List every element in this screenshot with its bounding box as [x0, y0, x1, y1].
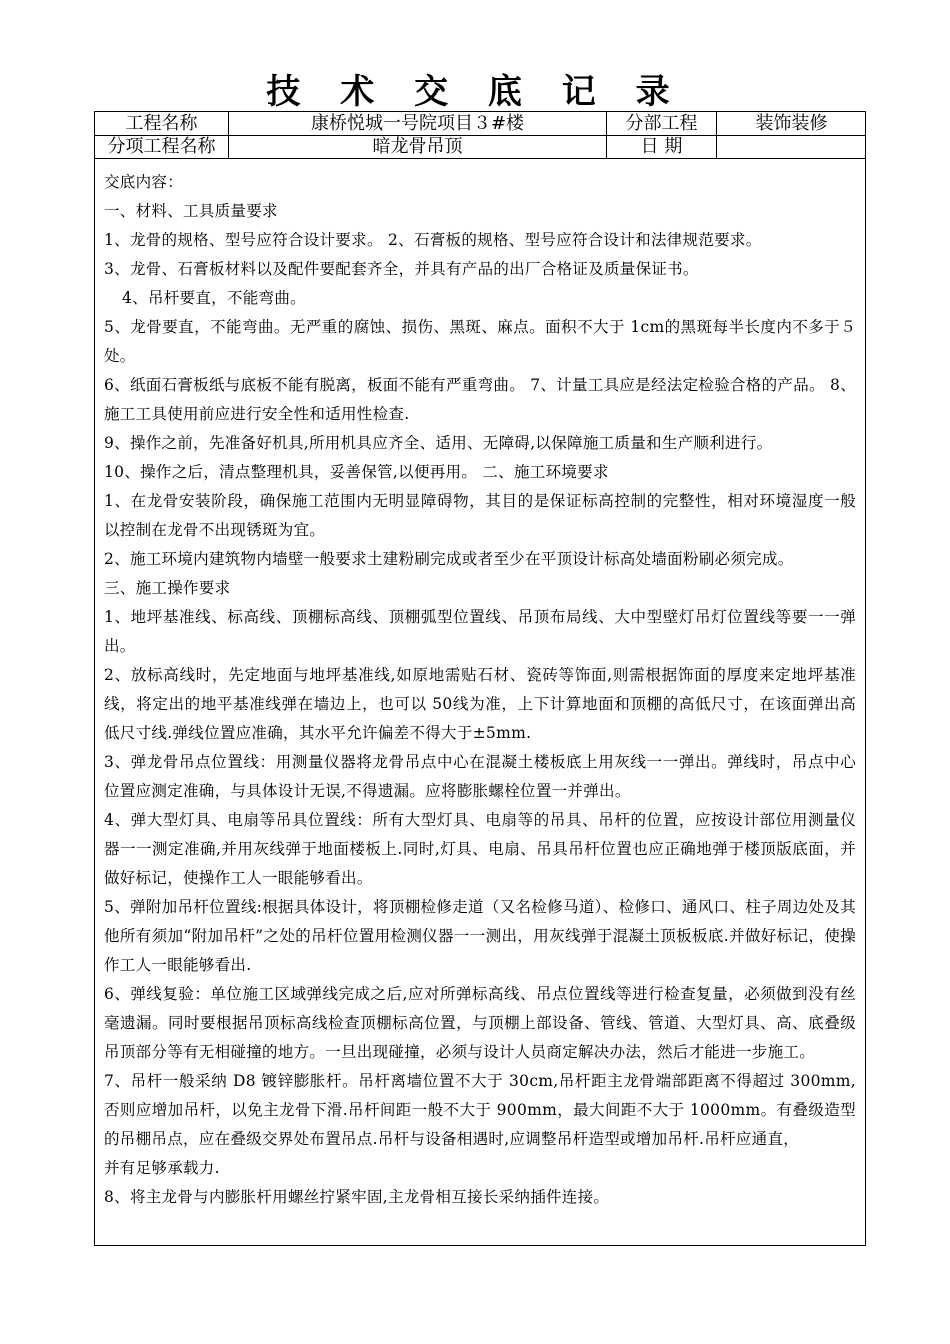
subdivision-value: 暗龙骨吊顶 — [229, 135, 607, 158]
content-line: 2、放标高线时，先定地面与地坪基准线,如原地需贴石材、瓷砖等饰面,则需根据饰面的厚度来定地坪基准线，将定出的地平基准线弹在墙边上，也可以 50线为准，上下计算地面和顶棚的高低尺寸，在该面弹出高低尺寸线.弹线位置应准确，其水平允许偏差不得大于±5mm. — [104, 666, 856, 742]
content-line: 10、操作之后，清点整理机具，妥善保管,以便再用。 二、施工环境要求 — [104, 463, 609, 481]
content-line: 6、纸面石膏板纸与底板不能有脱离，板面不能有严重弯曲。 7、计量工具应是经法定检验合格的产品。 8、施工工具使用前应进行安全性和适用性检查. — [104, 376, 856, 423]
subdivision-label: 分项工程名称 — [95, 135, 229, 158]
date-label: 日 期 — [607, 135, 717, 158]
content-line: 2、施工环境内建筑物内墙壁一般要求土建粉刷完成或者至少在平顶设计标高处墙面粉刷必须完成。 — [104, 550, 794, 568]
content-intro: 交底内容： — [104, 173, 184, 191]
content-line: 一、材料、工具质量要求 — [104, 202, 278, 220]
content-line: 1、在龙骨安装阶段，确保施工范围内无明显障碍物，其目的是保证标高控制的完整性，相对环境湿度一般以控制在龙骨不出现锈斑为宜。 — [104, 492, 856, 539]
project-name-label: 工程名称 — [95, 112, 229, 135]
division-label: 分部工程 — [607, 112, 717, 135]
content-line: 9、操作之前，先准备好机具,所用机具应齐全、适用、无障碍,以保障施工质量和生产顺利进行。 — [104, 434, 773, 452]
disclosure-content — [104, 168, 856, 1212]
content-line: 三、施工操作要求 — [104, 579, 231, 597]
header-row-subdivision — [95, 135, 865, 159]
content-line: 5、弹附加吊杆位置线:根据具体设计，将顶棚检修走道（又名检修马道）、检修口、通风口、柱子周边处及其他所有须加“附加吊杆”之处的吊杆位置用检测仪器一一测出，用灰线弹于混凝土顶板板底.并做好标记，使操作工人一眼能够看出. — [104, 898, 856, 974]
project-name-value: 康桥悦城一号院项目３#楼 — [229, 112, 607, 135]
date-value — [717, 135, 866, 158]
document-title: 技 术 交 底 记 录 — [266, 72, 684, 112]
content-line: 4、吊杆要直，不能弯曲。 — [122, 289, 306, 307]
content-line: 4、弹大型灯具、电扇等吊具位置线：所有大型灯具、电扇等的吊具、吊杆的位置，应按设计部位用测量仪器一一测定准确,并用灰线弹于地面楼板上.同时,灯具、电扇、吊具吊杆位置也应正确地弹于楼顶版底面，并做好标记，使操作工人一眼能够看出。 — [104, 811, 856, 887]
record-table — [94, 111, 866, 1246]
content-line: 5、龙骨要直，不能弯曲。无严重的腐蚀、损伤、黑斑、麻点。面积不大于 1cm的黑斑每半长度内不多于５处。 — [104, 318, 856, 365]
content-line: 3、弹龙骨吊点位置线：用测量仪器将龙骨吊点中心在混凝土楼板底上用灰线一一弹出。弹线时，吊点中心位置应测定准确，与具体设计无误,不得遗漏。应将膨胀螺栓位置一并弹出。 — [104, 753, 856, 800]
content-line: 3、龙骨、石膏板材料以及配件要配套齐全，并具有产品的出厂合格证及质量保证书。 — [104, 260, 699, 278]
content-line: 并有足够承载力. — [104, 1159, 220, 1177]
content-line: 6、弹线复验：单位施工区域弹线完成之后,应对所弹标高线、吊点位置线等进行检查复量，必须做到没有丝毫遗漏。同时要根据吊顶标高线检查顶棚标高位置，与顶棚上部设备、管线、管道、大型灯具、高、底叠级吊顶部分等有无相碰撞的地方。一旦出现碰撞，必须与设计人员商定解决办法，然后才能进一步施工。 — [104, 985, 856, 1061]
content-line: 8、将主龙骨与内膨胀杆用螺丝拧紧牢固,主龙骨相互接长采纳插件连接。 — [104, 1188, 610, 1206]
content-line: 7、吊杆一般采纳 D8 镀锌膨胀杆。吊杆离墙位置不大于 30cm,吊杆距主龙骨端部距离不得超过 300mm,否则应增加吊杆，以免主龙骨下滑.吊杆间距一般不大于 900mm，最大间距不大于 1000mm。有叠级造型的吊棚吊点，应在叠级交界处布置吊点.吊杆与设备相遇时,应调整吊杆造型或增加吊杆.吊杆应通直， — [104, 1072, 856, 1148]
header-row-project — [95, 112, 865, 136]
content-line: 1、龙骨的规格、型号应符合设计要求。 2、石膏板的规格、型号应符合设计和法律规范要求。 — [104, 231, 762, 249]
division-value: 装饰装修 — [755, 113, 828, 134]
content-line: 1、地坪基准线、标高线、顶棚标高线、顶棚弧型位置线、吊顶布局线、大中型壁灯吊灯位置线等要一一弹出。 — [104, 608, 856, 655]
